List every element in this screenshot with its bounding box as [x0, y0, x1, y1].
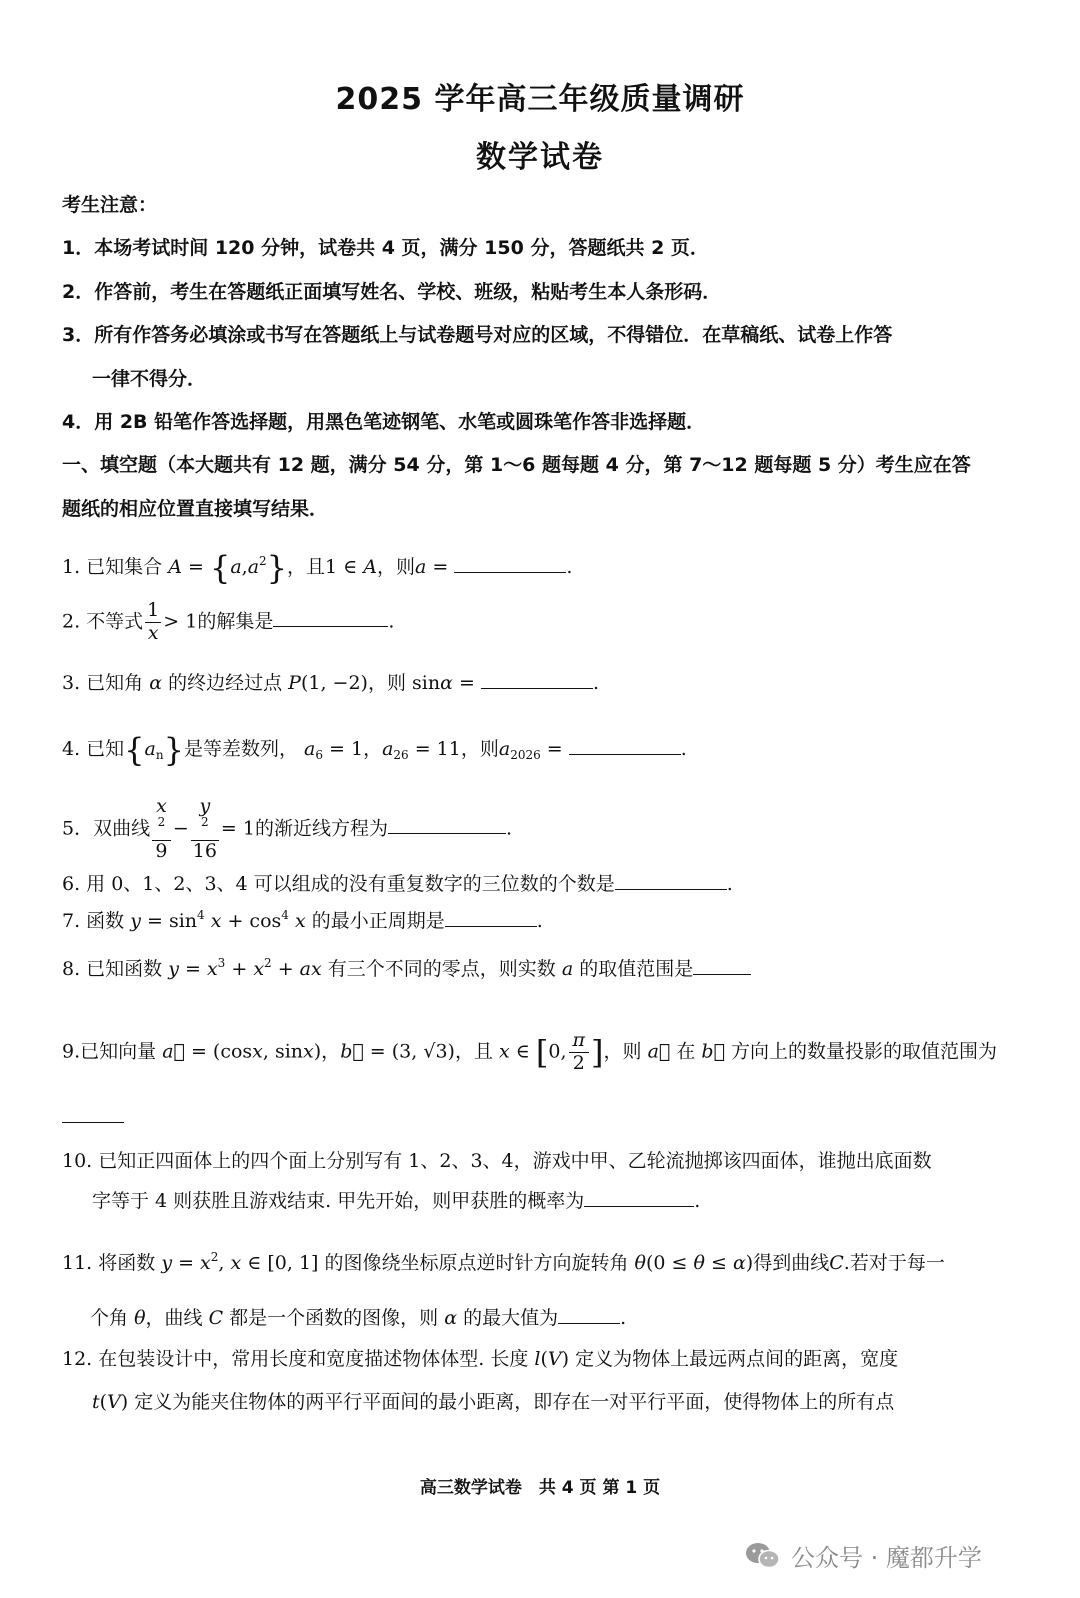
watermark — [745, 1538, 982, 1573]
answer-blank-1[interactable] — [454, 558, 566, 573]
exam-subtitle: 数学试卷 — [476, 140, 604, 175]
notice-item-4: 4．用 2B 铅笔作答选择题，用黑色笔迹钢笔、水笔或圆珠笔作答非选择题． — [62, 411, 706, 433]
question-11-cont: 个角 θ，曲线 C 都是一个函数的图像，则 α 的最大值为 . — [90, 1307, 627, 1329]
question-7: 7. 函数 $y = \sin^4 x + \cos^4 x$ 的最小正周期是 . — [62, 908, 543, 932]
question-10-cont: 字等于 4 则获胜且游戏结束. 甲先开始，则甲获胜的概率为 . — [92, 1190, 701, 1212]
question-8: 8. 已知函数 $y = x^3 + x^2$ + ax 有三个不同的零点，则实数 a 的取值范围是 — [62, 960, 751, 979]
answer-blank-11[interactable] — [558, 1309, 620, 1324]
question-11: 11. 将函数 $y = x^2$, x ∈ [0, 1] 的图像绕坐标原点逆时针方向旋转角 θ(0 ≤ θ ≤ α)得到曲线C.若对于每一 — [62, 1250, 945, 1274]
answer-blank-3[interactable] — [481, 674, 593, 689]
question-4: 4. 已知$\{a_n\}$是等差数列， $a_6 = 1$，$a_{26} = 11$，则$a_{2026}$ = . — [62, 731, 687, 769]
question-12: 12. 在包装设计中，常用长度和宽度描述物体体型. 长度 l(V) 定义为物体上最远两点间的距离，宽度 — [62, 1348, 899, 1370]
notice-item-3-cont: 一律不得分． — [92, 368, 207, 390]
question-10: 10. 已知正四面体上的四个面上分别写有 1、2、3、4，游戏中甲、乙轮流抛掷该四面体，谁抛出底面数 — [62, 1150, 932, 1172]
notice-item-2: 2．作答前，考生在答题纸正面填写姓名、学校、班级，粘贴考生本人条形码． — [62, 281, 722, 303]
question-5: 5．双曲线 x $^2$ 9 − y $^2$ 16 = 1的渐近线方程为 . — [62, 795, 513, 862]
notice-item-1: 1．本场考试时间 120 分钟，试卷共 4 页，满分 150 分，答题纸共 2 页． — [62, 237, 709, 259]
question-3: 3. 已知角 α 的终边经过点 P(1, −2)，则 sinα = . — [62, 672, 599, 694]
answer-blank-4[interactable] — [569, 740, 681, 755]
answer-blank-5[interactable] — [388, 819, 506, 834]
exam-title: 2025 学年高三年级质量调研 — [335, 82, 745, 117]
notice-item-3: 3．所有作答务必填涂或书写在答题纸上与试卷题号对应的区域，不得错位．在草稿纸、试卷上作答 — [62, 324, 893, 346]
notice-heading: 考生注意： — [62, 194, 158, 216]
wechat-icon — [745, 1542, 781, 1570]
question-9: 9.已知向量 a⃗ = (cosx, sinx)，b⃗ = (3, √3)，且 x ∈ [0, $\frac{\pi}{2}$ ]，则 a⃗ 在 b⃗ 方向上的数量投影的取值范围为 — [62, 1029, 998, 1074]
answer-blank-7[interactable] — [445, 912, 537, 927]
answer-blank-9[interactable] — [62, 1114, 124, 1123]
answer-blank-6[interactable] — [615, 875, 727, 890]
question-6: 6. 用 0、1、2、3、4 可以组成的没有重复数字的三位数的个数是 . — [62, 873, 733, 895]
page-footer: 高三数学试卷 共 4 页 第 1 页 — [419, 1478, 661, 1498]
question-2: 2. 不等式 $\frac{1}{x}$ > 1的解集是 . — [62, 599, 395, 644]
answer-blank-2[interactable] — [273, 612, 388, 627]
question-1: 1. 已知集合 $A = \{a,a^2\}$，且1 ∈ A，则a = . — [62, 549, 573, 587]
answer-blank-8[interactable] — [693, 960, 751, 975]
section-heading-cont: 题纸的相应位置直接填写结果． — [62, 498, 329, 520]
section-heading: 一、填空题（本大题共有 12 题，满分 54 分，第 1～6 题每题 4 分，第 7～12 题每题 5 分）考生应在答 — [62, 454, 971, 476]
answer-blank-10[interactable] — [584, 1192, 694, 1207]
watermark-text: 公众号 · 魔都升学 — [791, 1544, 982, 1572]
question-12-cont: t(V) 定义为能夹住物体的两平行平面间的最小距离，即存在一对平行平面，使得物体上的所有点 — [92, 1391, 895, 1413]
question-9-blank-line — [62, 1108, 124, 1127]
